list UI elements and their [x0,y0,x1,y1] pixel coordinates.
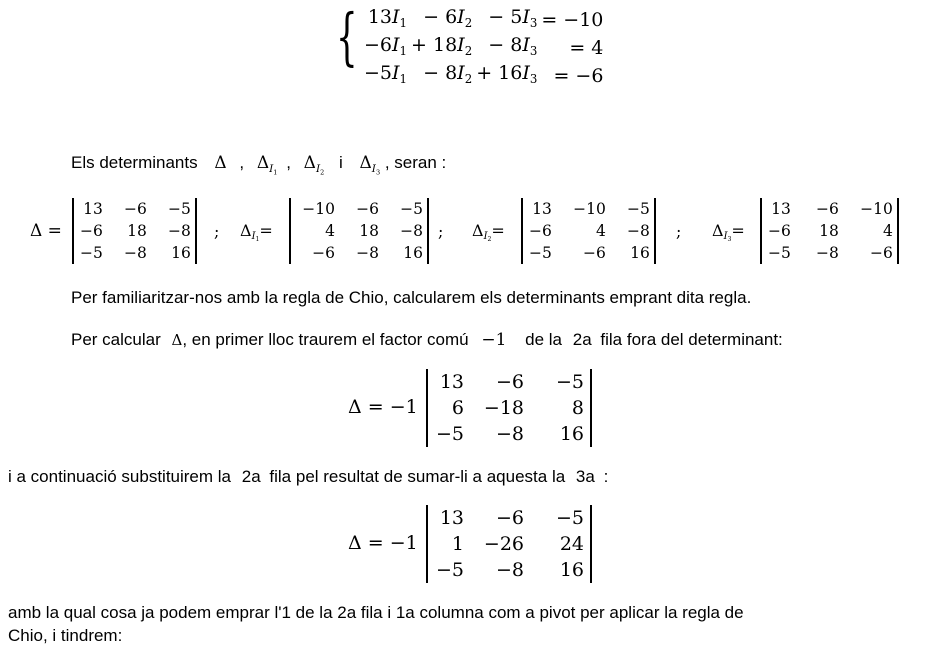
delta-label: Δ = [30,221,62,241]
step2-label: Δ = −1 [348,532,418,554]
separator: ; [676,222,682,241]
intro-text: Els determinants [71,153,198,172]
step1-label: Δ = −1 [348,396,418,418]
equation-row: $-5I_1$ − $8I_2$ + $16I_3$ = −6 [364,62,604,88]
delta-i3-symbol: $\Delta_{I_3}$ [359,153,381,176]
delta-i3-label: $\Delta_{I_3}=$ [712,221,745,244]
step1-text: Per calcular Δ, en primer lloc traurem el factor comú −1 de la 2a fila fora del determinant: [71,330,783,350]
chio-intro: Per familiaritzar-nos amb la regla de Chio, calcularem els determinants emprant dita regla. [71,288,752,307]
delta-i2-label: $\Delta_{I_2}=$ [472,221,505,244]
matrix-delta-i3: 13 −6 −10 −6 18 4 −5 −8 −6 [760,198,899,264]
separator: ; [214,222,220,241]
matrix-delta-i1: −10 −6 −5 4 18 −8 −6 −8 16 [289,198,429,264]
delta-i1-symbol: $\Delta_{I_1}$ [256,153,278,176]
delta-i2-symbol: $\Delta_{I_2}$ [303,153,325,176]
equation-table [362,6,605,90]
matrix-step2: 13 −6 −5 1 −26 24 −5 −8 16 [426,505,592,583]
step3-line1: amb la qual cosa ja podem emprar l'1 de la 2a fila i 1a columna com a pivot per aplicar la regla de [8,603,744,622]
left-brace: { [336,0,358,73]
equation-row: $-6I_1$ + $18I_2$ − $8I_3$ = 4 [364,34,604,60]
separator: ; [438,222,444,241]
delta-i1-label: $\Delta_{I_1}=$ [240,221,273,244]
equation-row: $13I_1$ − $6I_2$ − $5I_3$ = −10 [367,6,604,32]
determinants-intro: Els determinants Δ , $\Delta_{I_1}$ , $\Delta_{I_2}$ i $\Delta_{I_3}$ , seran : [71,153,447,176]
matrix-delta-i2: 13 −10 −5 −6 4 −8 −5 −6 16 [521,198,656,264]
step2-text: i a continuació substituirem la 2a fila pel resultat de sumar-li a aquesta la 3a : [8,467,609,486]
equation-system [336,0,604,88]
matrix-delta: 13 −6 −5 −6 18 −8 −5 −8 16 [72,198,197,264]
matrix-step1: 13 −6 −5 6 −18 8 −5 −8 16 [426,369,592,447]
step3-line2: Chio, i tindrem: [8,626,123,645]
delta-symbol: Δ [214,153,227,173]
